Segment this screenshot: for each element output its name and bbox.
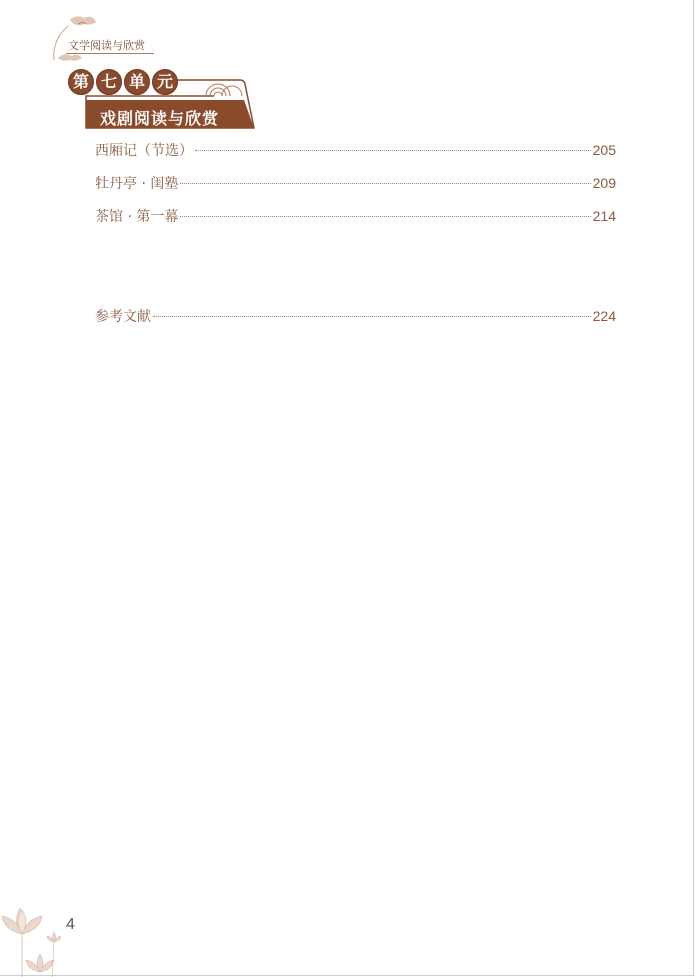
toc-entry[interactable] bbox=[95, 140, 616, 160]
toc-entry[interactable] bbox=[95, 173, 616, 193]
toc-entry-page: 214 bbox=[592, 208, 616, 224]
unit-label-char: 单 bbox=[124, 69, 150, 95]
toc-entry-title: 茶馆 · 第一幕 bbox=[95, 209, 179, 225]
toc-entry-references[interactable] bbox=[95, 306, 616, 326]
unit-label-char: 元 bbox=[152, 69, 178, 95]
toc-entry-title: 参考文献 bbox=[95, 309, 151, 325]
toc-entry-title: 牡丹亭 · 闺塾 bbox=[95, 176, 179, 192]
toc-entry-page: 224 bbox=[592, 308, 616, 324]
page-number: 4 bbox=[66, 916, 75, 933]
lotus-ornament-icon bbox=[0, 900, 80, 977]
unit-label-char: 七 bbox=[96, 69, 122, 95]
toc-leader-dots bbox=[195, 150, 591, 151]
unit-label-char: 第 bbox=[68, 69, 94, 95]
toc-leader-dots bbox=[180, 183, 590, 184]
unit-label bbox=[68, 69, 180, 95]
toc-leader-dots bbox=[153, 316, 591, 317]
toc-entry[interactable] bbox=[95, 206, 616, 226]
toc-entry-page: 205 bbox=[592, 142, 616, 158]
running-header-title: 文学阅读与欣赏 bbox=[68, 39, 145, 52]
running-header-underline bbox=[66, 53, 154, 54]
toc-entry-title: 西厢记（节选） bbox=[95, 143, 193, 159]
toc-leader-dots bbox=[180, 216, 590, 217]
table-of-contents bbox=[95, 140, 616, 326]
toc-entry-page: 209 bbox=[592, 175, 616, 191]
unit-subtitle: 戏剧阅读与欣赏 bbox=[100, 109, 220, 128]
